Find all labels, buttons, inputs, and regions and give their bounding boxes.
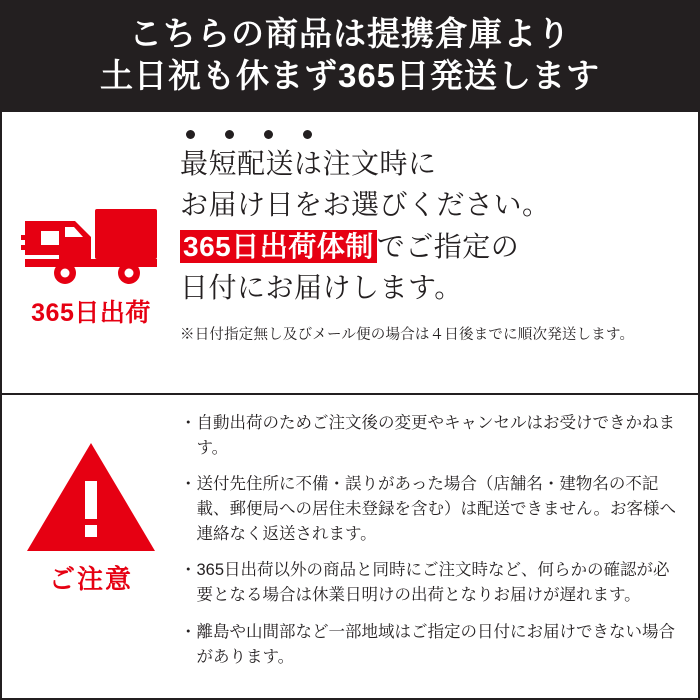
list-item: [180, 411, 682, 461]
warning-triangle-icon: [25, 439, 157, 555]
caution-section: [2, 395, 698, 698]
delivery-line-4: 日付にお届けします。: [180, 272, 463, 304]
dot-4: [303, 130, 312, 139]
delivery-line-3-rest: でご指定の: [376, 230, 520, 262]
delivery-truck-icon: [21, 195, 161, 287]
delivery-line-1: 最短配送は注文時に: [180, 148, 437, 179]
bullet-mark: ・: [180, 561, 197, 580]
banner-header: [2, 2, 698, 112]
delivery-text-block: [180, 112, 698, 393]
bullet-mark: ・: [180, 622, 197, 641]
truck-badge-label: 365日出荷: [31, 298, 151, 327]
delivery-line-3: [180, 226, 684, 267]
header-line-2: 土日祝も休まず365日発送します: [99, 57, 601, 94]
caution-bullet-list: [180, 407, 698, 698]
list-item-text: 離島や山間部など一部地域はご指定の日付にお届けできない場合があります。: [196, 622, 675, 666]
decorative-dots: [186, 130, 684, 139]
caution-badge: [2, 407, 180, 698]
bullet-mark: ・: [180, 414, 197, 432]
delivery-footnote: ※日付指定無し及びメール便の場合は４日後までに順次発送します。: [180, 326, 635, 343]
highlight-365-shipping: 365日出荷体制: [180, 230, 377, 263]
list-item: [180, 472, 682, 547]
caution-badge-label: ご注意: [48, 564, 133, 594]
truck-badge: [2, 112, 180, 393]
dot-2: [225, 130, 234, 139]
dot-3: [264, 130, 273, 139]
list-item-text: 送付先住所に不備・誤りがあった場合（店舗名・建物名の不記載、郵便局への居住未登録を含む）は配送できません。お客様へ連絡なく返送されます。: [196, 475, 676, 544]
delivery-line-2: お届け日をお選びください。: [180, 189, 551, 221]
dot-1: [186, 130, 195, 139]
delivery-section: [2, 112, 698, 395]
list-item-text: 自動出荷のためご注文後の変更やキャンセルはお受けできかねます。: [196, 414, 675, 458]
list-item: [180, 620, 682, 670]
header-line-1: こちらの商品は提携倉庫より: [129, 14, 571, 52]
list-item: [180, 558, 682, 608]
bullet-mark: ・: [180, 475, 197, 494]
list-item-text: 365日出荷以外の商品と同時にご注文時など、何らかの確認が必要となる場合は休業日明けの出荷となりお届けが遅れます。: [196, 561, 670, 605]
